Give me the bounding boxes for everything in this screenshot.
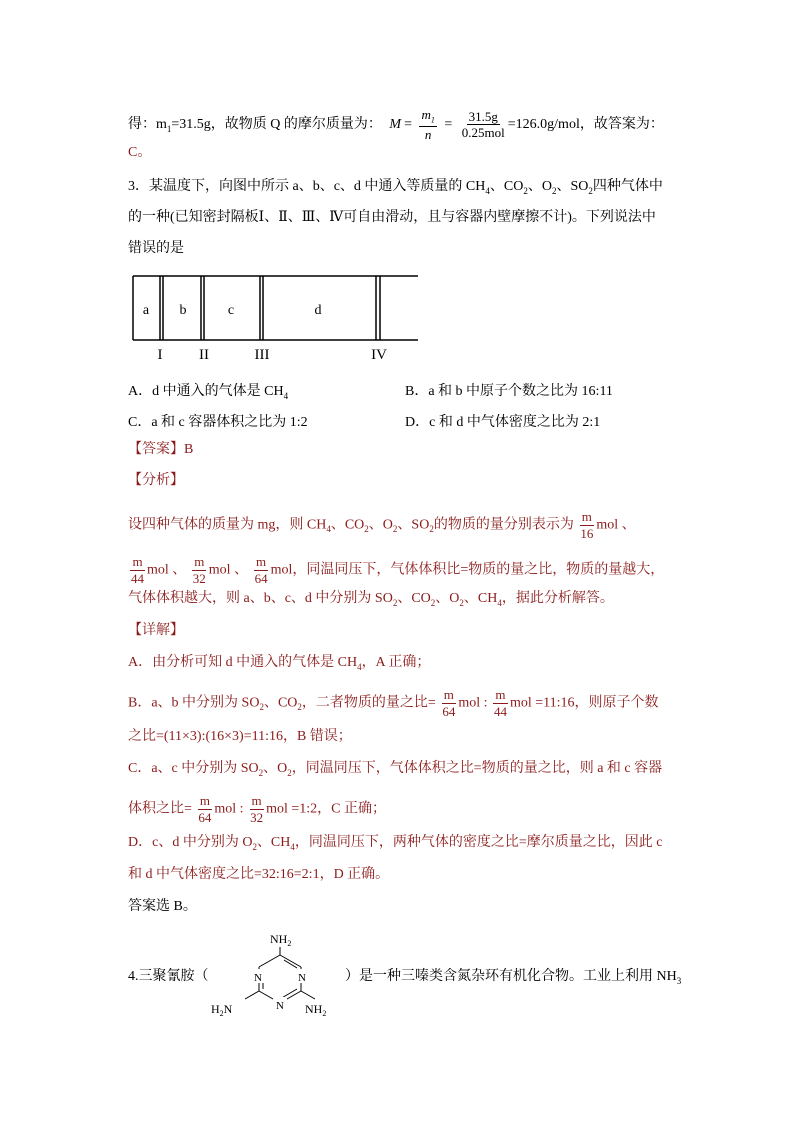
final-answer: 答案选 B。 xyxy=(128,899,197,914)
partition-4-label: IV xyxy=(371,347,387,363)
analysis-line-1: 设四种气体的质量为 mg，则 $CH_4$、$CO_2$、$O_2$、$SO_2$的物质的量分别表示为 $\frac{m}{16}$ mol 、 xyxy=(128,509,636,541)
detail-label: 【详解】 xyxy=(128,623,184,638)
amino-group-top: $NH_2$ xyxy=(270,932,292,948)
detail-d-line-2: 和 d 中气体密度之比=32:16=2:1，D 正确。 xyxy=(128,867,390,882)
answer-label: 【答案】B xyxy=(128,442,194,457)
partition-1-label: I xyxy=(157,347,163,363)
detail-b-line-1: B．a、b 中分别为 $SO_2$、$CO_2$，二者物质的量之比= $\frac{m}{64}$ mol : $\frac{m}{44}$ mol =11:16，则原子个数 xyxy=(128,687,659,719)
detail-b-line-2: 之比=(11×3):(16×3)=11:16，B 错误； xyxy=(128,729,352,744)
question-3-line-3: 错误的是 xyxy=(128,241,184,256)
solution-line-1: 得：$m_1=31.5g$，故物质 Q 的摩尔质量为： M = $\frac{m_1}{n}$ = $\frac{31.5g}{\text{0.25mol}}$ =126.0g/mol，故答案为： xyxy=(128,107,664,142)
option-c: C．a 和 c 容器体积之比为 1:2 xyxy=(128,415,308,430)
chamber-b-label: b xyxy=(179,303,187,318)
analysis-label: 【分析】 xyxy=(128,473,184,488)
question-4-prefix: 4.三聚氰胺（ xyxy=(128,969,209,984)
option-a: A．d 中通入的气体是 $CH_4$ xyxy=(128,384,289,401)
ring-nitrogen-1: N xyxy=(254,972,262,984)
amino-group-left: $H_2N$ xyxy=(211,1002,233,1018)
chamber-a-label: a xyxy=(142,303,150,318)
question-3-line-2: 的一种(已知密封隔板Ⅰ、Ⅱ、Ⅲ、Ⅳ可自由滑动，且与容器内壁摩擦不计)。下列说法中 xyxy=(128,210,656,225)
container-diagram xyxy=(128,270,428,370)
chamber-c-label: c xyxy=(227,303,235,318)
melamine-structure xyxy=(205,925,355,1025)
partition-3-label: III xyxy=(254,347,270,363)
question-4-suffix: ）是一种三嗪类含氮杂环有机化合物。工业上利用 $NH_3$ xyxy=(345,969,682,986)
analysis-line-3: 气体体积越大，则 a、b、c、d 中分别为 $SO_2$、$CO_2$、$O_2$、$CH_4$，据此分析解答。 xyxy=(128,591,614,608)
ring-nitrogen-3: N xyxy=(276,1000,284,1012)
question-3-line-1: 3．某温度下，向图中所示 a、b、c、d 中通入等质量的 $CH_4$、$CO_2$、$O_2$、$SO_2$四种气体中 xyxy=(128,179,663,196)
detail-c-line-2: 体积之比= $\frac{m}{64}$ mol : $\frac{m}{32}$ mol =1:2，C 正确； xyxy=(128,793,386,825)
detail-d-line-1: D．c、d 中分别为 $O_2$、$CH_4$，同温同压下，两种气体的密度之比=摩尔质量之比，因此 c xyxy=(128,835,663,852)
option-d: D．c 和 d 中气体密度之比为 2:1 xyxy=(405,415,601,430)
fraction-m1-over-n: $\frac{m_1}{n}$ xyxy=(421,107,435,142)
detail-c-line-1: C．a、c 中分别为 $SO_2$、$O_2$，同温同压下，气体体积之比=物质的量之比，则 a 和 c 容器 xyxy=(128,761,663,778)
analysis-line-2: $\frac{m}{44}$ mol 、 $\frac{m}{32}$ mol 、 $\frac{m}{64}$ mol，同温同压下，气体体积比=物质的量之比，物质的量越大， xyxy=(131,554,665,586)
ring-nitrogen-2: N xyxy=(298,972,306,984)
option-b: B．a 和 b 中原子个数之比为 16:11 xyxy=(405,384,613,399)
partition-2-label: II xyxy=(199,347,209,363)
detail-a: A．由分析可知 d 中通入的气体是 $CH_4$，A 正确； xyxy=(128,655,431,672)
solution-answer-letter: C。 xyxy=(128,145,152,160)
fraction-mass-over-mol: $\frac{31.5g}{\text{0.25mol}}$ xyxy=(461,108,505,141)
chamber-d-label: d xyxy=(314,303,322,318)
amino-group-right: $NH_2$ xyxy=(305,1002,327,1018)
